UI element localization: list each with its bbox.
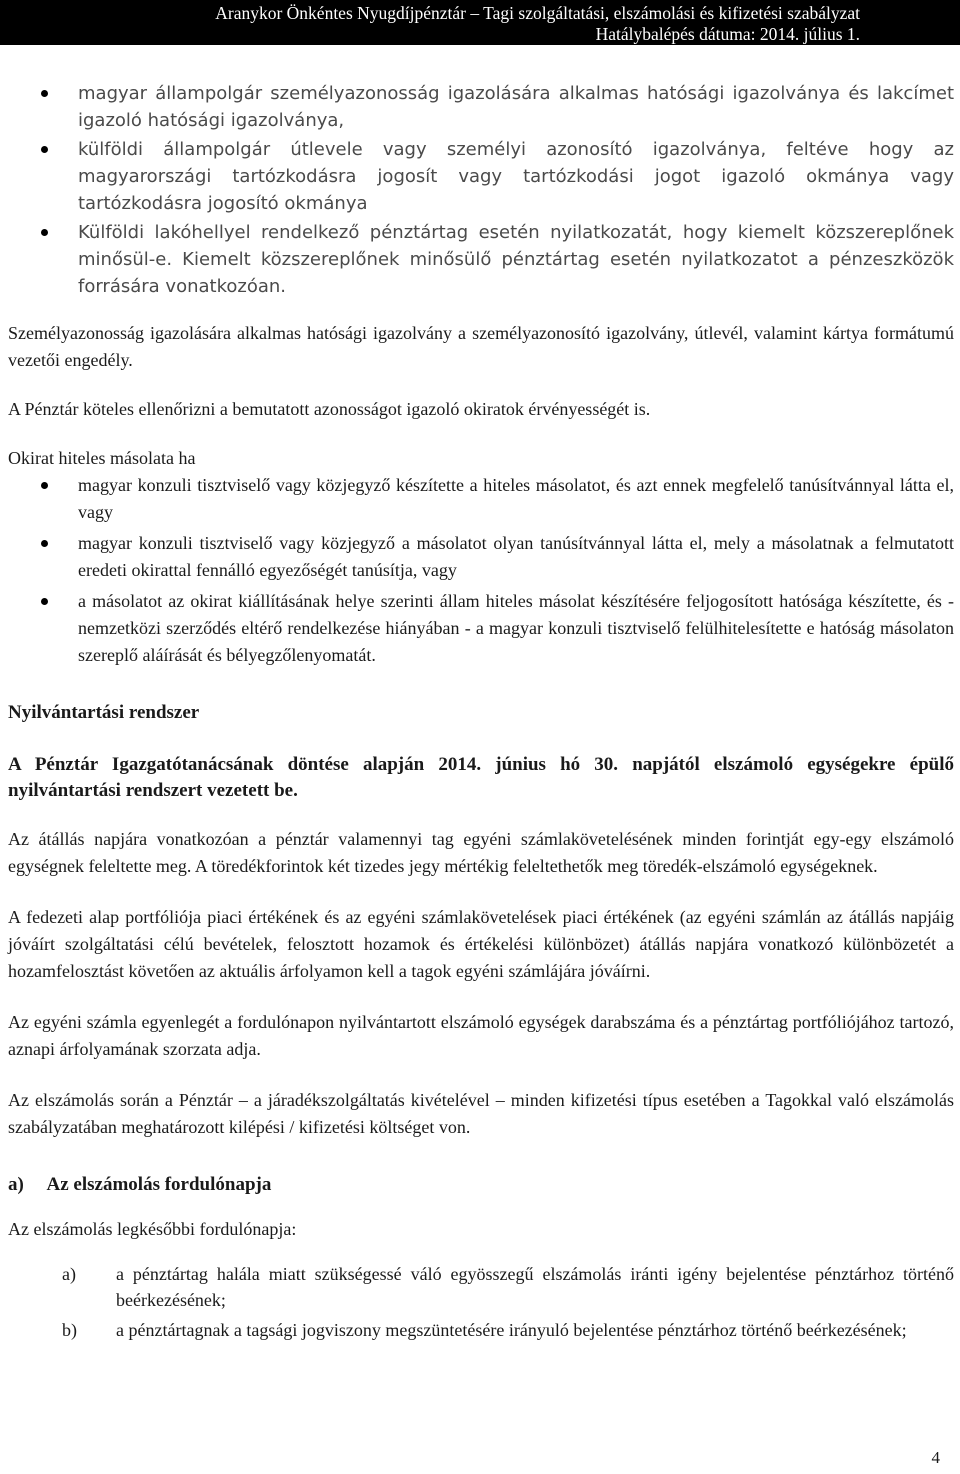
- paragraph: Az egyéni számla egyenlegét a fordulónapon nyilvántartott elszámoló egységek darabszáma és a pénztártag portfóliójához tartozó, aznapi árfolyamának szorzata adja.: [8, 1012, 954, 1059]
- section-heading: Nyilvántartási rendszer: [8, 702, 200, 723]
- list-item: a másolatot az okirat kiállításának helye szerinti állam hiteles másolat készítésére feljogosított hatósága készítette, és - nemzetközi szerződés eltérő rendelkezése hiányában - a magyar konzuli tisztviselő felülhitelesítette e hatóság másolaton szereplő aláírását és bélyegzőlenyomatát.: [8, 588, 954, 669]
- bullet-icon: [41, 146, 48, 153]
- page-number: 4: [931, 1448, 940, 1467]
- paragraph: A fedezeti alap portfóliója piaci értékének és az egyéni számlakövetelések piaci értékének (az egyéni számlán az átállás napjáig jóváírt szolgáltatási célú bevételek, felosztott hozamok és értékelési különbözet) átállás napjára vonatkozó különbözetét a hozamfelosztást követően az aktuális árfolyamon kell a tagok egyéni számlájára jóváírni.: [8, 907, 954, 981]
- bullet-icon: [41, 598, 48, 605]
- bullet-icon: [41, 482, 48, 489]
- list-item: magyar konzuli tisztviselő vagy közjegyző készítette a hiteles másolatot, és azt ennek megfelelő tanúsítvánnyal látta el, vagy: [8, 472, 954, 526]
- paragraph: Személyazonosság igazolására alkalmas hatósági igazolvány a személyazonosító igazolvány, útlevél, valamint kártya formátumú vezetői engedély.: [8, 323, 954, 370]
- header-effective-date: Hatálybalépés dátuma: 2014. július 1.: [595, 24, 860, 44]
- list-item: b) a pénztártagnak a tagsági jogviszony megszüntetésére irányuló bejelentése pénztárhoz történő beérkezésének;: [62, 1320, 907, 1340]
- paragraph: Az elszámolás során a Pénztár – a járadékszolgáltatás kivételével – minden kifizetési típus esetében a Tagokkal való elszámolás szabályzatában meghatározott kilépési / kifizetési költséget von.: [8, 1090, 954, 1137]
- bullet-icon: [41, 90, 48, 97]
- paragraph: A Pénztár köteles ellenőrizni a bemutatott azonosságot igazoló okiratok érvényességét is.: [8, 399, 651, 419]
- paragraph: Az elszámolás legkésőbbi fordulónapja:: [8, 1219, 297, 1239]
- list-item: Külföldi lakóhellyel rendelkező pénztártag esetén nyilatkozatát, hogy kiemelt közszereplőnek minősül-e. Kiemelt közszereplőnek minősülő pénztártag esetén nyilatkozatot a pénzeszközök forrására vonatkozóan.: [8, 219, 954, 300]
- fordulonap-list: [8, 1261, 954, 1343]
- list-item: külföldi állampolgár útlevele vagy személyi azonosító igazolványa, feltéve hogy az magyarországi tartózkodásra jogosít vagy tartózkodási jogot igazoló okmánya vagy tartózkodásra jogosító okmánya: [8, 136, 954, 217]
- paragraph: Az átállás napjára vonatkozóan a pénztár valamennyi tag egyéni számlakövetelésének minden forintját egy-egy elszámoló egységnek feleltette meg. A töredékforintok két tizedes jegy mértékig feleltethetők meg töredék-elszámoló egységeknek.: [8, 829, 954, 876]
- list-item: magyar konzuli tisztviselő vagy közjegyző a másolatot olyan tanúsítvánnyal látta el, mely a másolatnak a felmutatott eredeti okirattal fennálló egyezőségét tanúsítja, vagy: [8, 530, 954, 584]
- list-item: a) a pénztártag halála miatt szükségessé váló egyösszegű elszámolás iránti igény bejelentése pénztárhoz történő beérkezésének;: [62, 1264, 954, 1310]
- certified-copy-list: [8, 472, 954, 669]
- list-item: magyar állampolgár személyazonosság igazolására alkalmas hatósági igazolványa és lakcímet igazoló hatósági igazolványa,: [8, 80, 954, 134]
- paragraph: Okirat hiteles másolata ha: [8, 448, 196, 468]
- header-title: Aranykor Önkéntes Nyugdíjpénztár – Tagi szolgáltatási, elszámolási és kifizetési szabályzat: [215, 3, 860, 23]
- subsection-heading: a) Az elszámolás fordulónapja: [8, 1174, 272, 1195]
- bold-paragraph: A Pénztár Igazgatótanácsának döntése alapján 2014. június hó 30. napjától elszámoló egységekre épülő nyilvántartási rendszert vezetett be.: [8, 754, 954, 801]
- page-header: [0, 0, 960, 45]
- bullet-icon: [41, 229, 48, 236]
- bullet-icon: [41, 540, 48, 547]
- document-body: [8, 80, 954, 1343]
- id-documents-list: [8, 80, 954, 300]
